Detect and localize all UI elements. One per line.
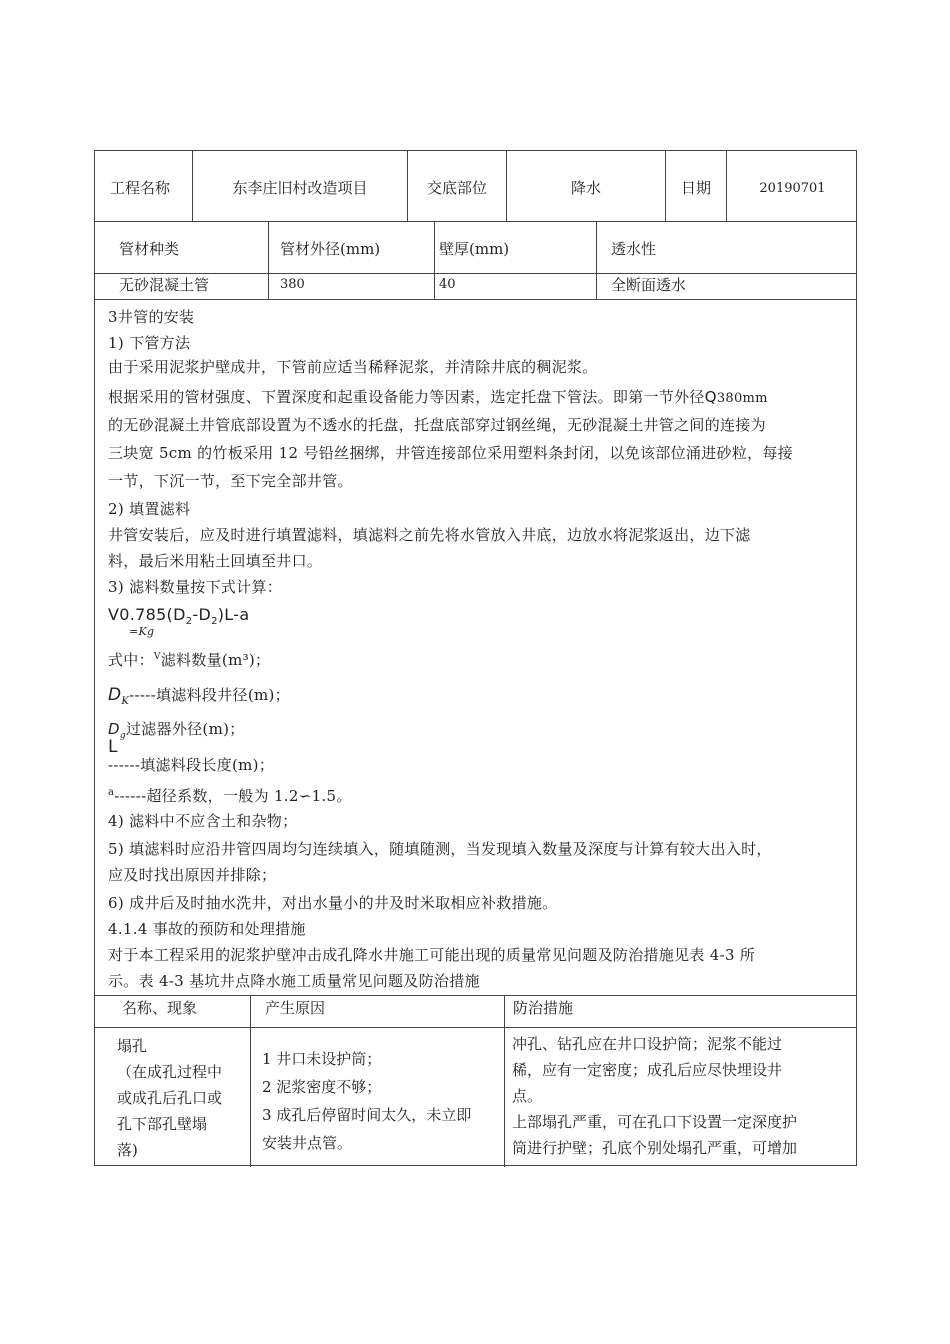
formula-subscript: =Kg [129, 625, 155, 638]
issue-measure-line: 稀，应有一定密度；成孔后应尽快埋设井 [512, 1061, 783, 1079]
paragraph-line: 三块宽 5cm 的竹板采用 12 号铅丝捆绑，井管连接部位采用塑料条封闭，以免该部位涌进砂粒，每接 [108, 444, 794, 462]
item4: 4) 滤料中不应含土和杂物； [108, 812, 298, 830]
row-divider [95, 995, 856, 996]
project-value: 东李庄旧村改造项目 [232, 179, 368, 197]
divider [596, 221, 597, 299]
issue-cause-line: 1 井口未设护筒； [262, 1050, 382, 1068]
issue-cause-cell [262, 1045, 502, 1157]
project-label: 工程名称 [110, 179, 171, 197]
issue-name-line: 塌孔 [117, 1037, 148, 1055]
paragraph-line: 根据采用的管材强度、下置深度和起重设备能力等因素，选定托盘下管法。即第一节外径Q380mm [108, 388, 768, 406]
pipe-permeability-value: 全断面透水 [611, 276, 687, 294]
item5-line: 应及时找出原因并排除； [108, 866, 277, 884]
paragraph-line: 料，最后米用粘土回填至井口。 [108, 552, 323, 570]
formula: $V0.785(D_2-D_2)L-a$ [108, 605, 250, 628]
issue-name-cell [117, 1033, 247, 1163]
definition-dg: $D_g$过滤器外径(m)； [108, 720, 245, 741]
pipe-type-value: 无砂混凝土管 [119, 276, 210, 294]
issue-cause-line: 安装井点管。 [262, 1134, 353, 1152]
issue-header-measure: 防治措施 [513, 999, 574, 1017]
definition-l: ------填滤料段长度(m)； [108, 756, 275, 774]
definition-v: 式中：$^V$滤料数量(m³)； [108, 651, 271, 669]
row-divider [95, 221, 856, 222]
issue-cause-line: 3 成孔后停留时间太久，未立即 [262, 1106, 472, 1124]
divider [434, 221, 435, 299]
pipe-header-permeability: 透水性 [611, 240, 657, 258]
definition-dk: $D_K-----$填滤料段井径(m)； [108, 685, 290, 707]
divider [268, 221, 269, 299]
issue-name-line: 落) [117, 1141, 138, 1159]
section-title: 3井管的安装 [108, 308, 195, 326]
item3-title: 3) 滤料数量按下式计算： [108, 578, 283, 596]
paragraph-line: 对于本工程采用的泥浆护壁冲击成孔降水井施工可能出现的质量常见问题及防治措施见表 4-3 所 [108, 946, 756, 964]
paragraph-line: 井管安装后，应及时进行填置滤料，填滤料之前先将水管放入井底，边放水将泥浆返出，边下滤 [108, 526, 751, 544]
pipe-header-type: 管材种类 [119, 240, 180, 258]
definition-a: $^a$------超径系数，一般为 1.2∽1.5。 [108, 787, 352, 805]
section2-title: 4.1.4 事故的预防和处理措施 [108, 920, 306, 938]
issue-measure-line: 冲孔、钻孔应在井口设护筒；泥浆不能过 [512, 1035, 783, 1053]
paragraph-line: 一节，下沉一节，至下完全部井管。 [108, 472, 353, 490]
date-value: 20190701 [759, 181, 826, 196]
item2-title: 2) 填置滤料 [108, 500, 191, 518]
divider [504, 995, 505, 1167]
pipe-header-thickness: 壁厚(mm) [439, 240, 510, 258]
part-value: 降水 [570, 179, 601, 197]
issue-measure-line: 点。 [512, 1087, 543, 1105]
paragraph-line: 示。表 4-3 基坑井点降水施工质量常见问题及防治措施 [108, 972, 480, 990]
item6: 6) 成井后及时抽水洗井，对出水量小的井及时米取相应补救措施。 [108, 894, 558, 912]
row-divider [95, 273, 856, 274]
issue-header-name: 名称、现象 [122, 999, 198, 1017]
item5-line: 5) 填滤料时应沿井管四周均匀连续填入，随填随测，当发现填入数量及深度与计算有较大出入时， [108, 840, 772, 858]
issue-measure-line: 筒进行护壁；孔底个别处塌孔严重，可增加 [512, 1139, 798, 1157]
document-frame [94, 150, 857, 1166]
issue-header-cause: 产生原因 [265, 999, 326, 1017]
paragraph-line: 的无砂混凝土井管底部设置为不透水的托盘，托盘底部穿过钢丝绳，无砂混凝土井管之间的连接为 [108, 416, 766, 434]
issue-name-line: （在成孔过程中 [117, 1063, 223, 1081]
pipe-diameter-value: 380 [280, 277, 305, 292]
date-label: 日期 [680, 179, 711, 197]
pipe-thickness-value: 40 [439, 277, 456, 292]
pipe-header-diameter: 管材外径(mm) [280, 240, 381, 258]
item1-title: 1) 下管方法 [108, 334, 191, 352]
divider [250, 995, 251, 1167]
definition-l-symbol: L [108, 737, 118, 757]
part-label: 交底部位 [426, 179, 487, 197]
row-divider [95, 299, 856, 300]
issue-cause-line: 2 泥浆密度不够； [262, 1078, 382, 1096]
issue-name-line: 或成孔后孔口或 [117, 1089, 223, 1107]
issue-measure-cell [512, 1031, 856, 1161]
issue-measure-line: 上部塌孔严重，可在孔口下设置一定深度护 [512, 1113, 798, 1131]
phi-symbol: Q [704, 388, 717, 406]
paragraph: 由于采用泥浆护壁成井，下管前应适当稀释泥浆，并清除井底的稠泥浆。 [108, 358, 598, 376]
issue-name-line: 孔下部孔壁塌 [117, 1115, 208, 1133]
row-divider [95, 1027, 856, 1028]
